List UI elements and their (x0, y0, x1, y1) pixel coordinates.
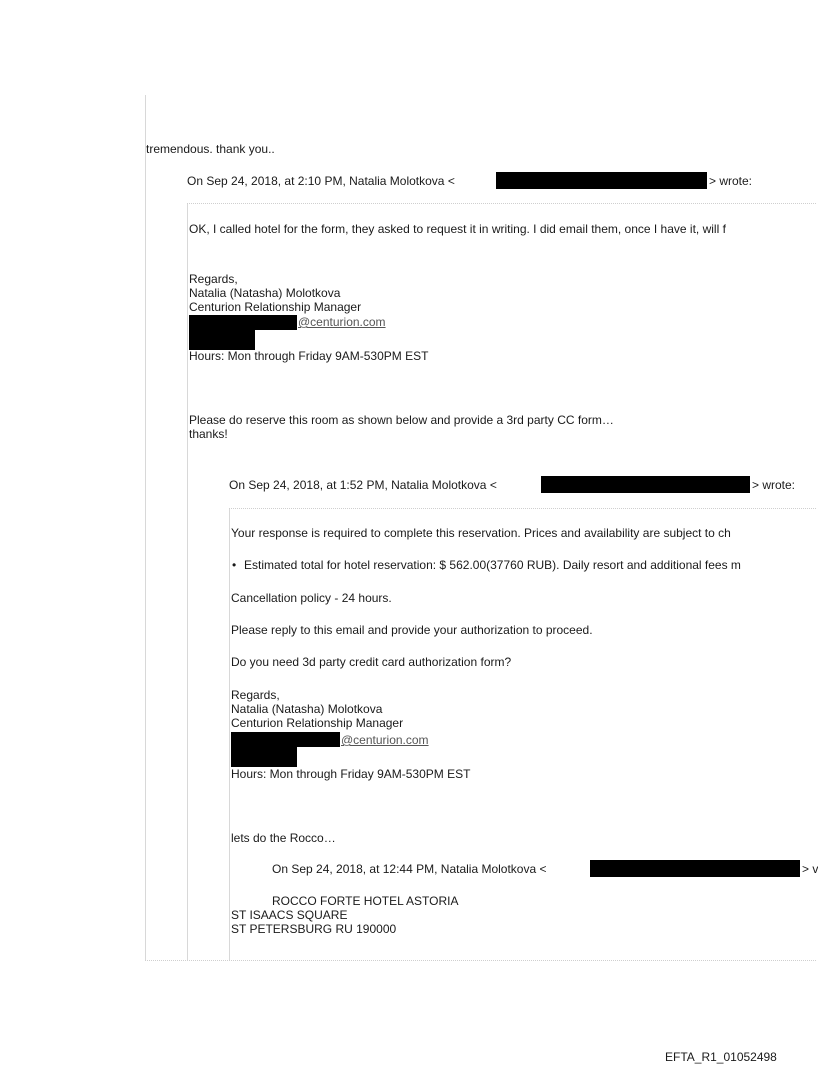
quote-border-level-1 (187, 203, 188, 960)
redacted-block (189, 330, 255, 350)
msg2-header-suffix: > wrote: (752, 478, 796, 492)
msg2-header-prefix: On Sep 24, 2018, at 1:52 PM, Natalia Molotkova < (229, 478, 497, 492)
redacted-email (541, 476, 750, 493)
msg1-sig-title: Centurion Relationship Manager (189, 300, 362, 314)
quote-top-level-1 (187, 203, 816, 204)
msg2-sig-title: Centurion Relationship Manager (231, 716, 404, 730)
msg2-paragraph-4: Please reply to this email and provide your authorization to proceed. (231, 623, 593, 637)
document-id: EFTA_R1_01052498 (665, 1050, 777, 1064)
msg2-paragraph-1: Your response is required to complete this reservation. Prices and availability are subject to ch (231, 526, 731, 540)
msg1-body: OK, I called hotel for the form, they asked to request it in writing. I did email them, once I have it, will f (189, 222, 726, 236)
msg2-bullet-marker: • (232, 558, 237, 572)
msg2-sig-name: Natalia (Natasha) Molotkova (231, 702, 383, 716)
msg3-header-prefix: On Sep 24, 2018, at 12:44 PM, Natalia Molotkova < (272, 862, 547, 876)
msg1-sig-regards: Regards, (189, 272, 238, 286)
reply2-line2: thanks! (189, 427, 228, 441)
redacted-email (590, 860, 800, 877)
msg1-sig-hours: Hours: Mon through Friday 9AM-530PM EST (189, 349, 429, 363)
top-reply-text: tremendous. thank you.. (146, 142, 275, 156)
msg1-sig-name: Natalia (Natasha) Molotkova (189, 286, 341, 300)
redacted-email (496, 172, 707, 189)
redacted-email-user (189, 315, 297, 330)
msg1-header-suffix: > wrote: (709, 174, 753, 188)
reply2-line1: Please do reserve this room as shown below and provide a 3rd party CC form… (189, 413, 614, 427)
msg2-paragraph-2: Estimated total for hotel reservation: $ 562.00(37760 RUB). Daily resort and additional fees m (244, 558, 741, 572)
msg1-header-prefix: On Sep 24, 2018, at 2:10 PM, Natalia Molotkova < (187, 174, 455, 188)
msg2-sig-email-domain[interactable]: @centurion.com (341, 733, 429, 747)
msg2-paragraph-3: Cancellation policy - 24 hours. (231, 591, 392, 605)
msg3-address-line2: ST PETERSBURG RU 190000 (231, 922, 397, 936)
msg3-hotel-name: ROCCO FORTE HOTEL ASTORIA (272, 894, 459, 908)
msg2-sig-hours: Hours: Mon through Friday 9AM-530PM EST (231, 767, 471, 781)
msg3-address-line1: ST ISAACS SQUARE (231, 908, 348, 922)
msg2-paragraph-5: Do you need 3d party credit card authorization form? (231, 655, 512, 669)
reply3-text: lets do the Rocco… (231, 831, 336, 845)
msg2-sig-regards: Regards, (231, 688, 280, 702)
msg1-sig-email-domain[interactable]: @centurion.com (298, 315, 386, 329)
outer-quote-border (145, 95, 146, 960)
quote-top-level-2 (229, 508, 816, 509)
redacted-email-user (231, 732, 340, 747)
quote-border-level-2 (229, 508, 230, 960)
msg3-header-suffix: > v (802, 862, 818, 876)
redacted-block (231, 747, 297, 767)
outer-quote-bottom (145, 960, 816, 961)
